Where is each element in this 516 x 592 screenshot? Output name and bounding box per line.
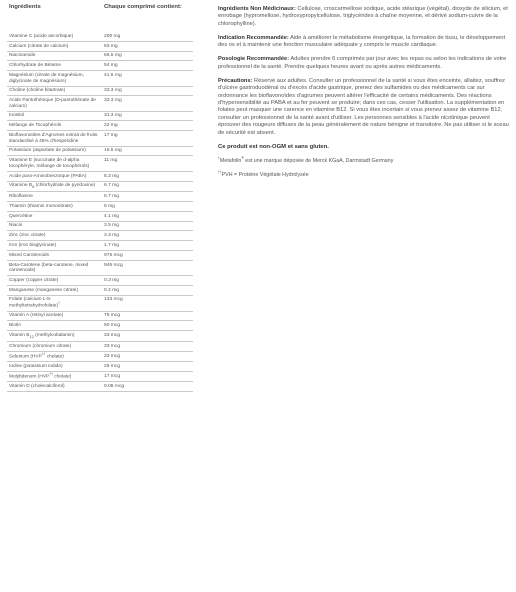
ingredient-label: Potassium (aspartate de potassium): [9, 148, 86, 154]
ingredient-name: [7, 156, 102, 171]
ingredient-amount: 66.5 mg: [102, 51, 193, 61]
posology-paragraph: [218, 56, 510, 71]
ingredient-name: [7, 250, 102, 260]
ingredient-label: Chromium (chromium citrate): [9, 343, 72, 349]
ingredient-label: Iron (iron bisglycinate): [9, 242, 57, 248]
ingredient-header: Ingrédients: [9, 4, 41, 10]
footnote-dagger: †: [218, 156, 220, 161]
ingredient-label: Mélange de Tocophérols: [9, 123, 62, 129]
ingredient-label: Zinc (zinc citrate): [9, 233, 46, 239]
ingredient-label: Acide Pantothénique (D-pantothénate de calcium): [9, 98, 96, 109]
ingredient-name: [7, 111, 102, 121]
ingredient-name: [7, 41, 102, 51]
ingredient-name: [7, 371, 102, 381]
ingredient-label: Inositol: [9, 113, 25, 119]
table-row: [7, 71, 193, 86]
table-header-row: [7, 4, 193, 32]
ingredient-amount: 16.5 mg: [102, 146, 193, 156]
ingredient-amount: 50 mcg: [102, 321, 193, 331]
ingredient-label: Vitamine B: [9, 183, 33, 189]
table-row: [7, 231, 193, 241]
ingredient-name: [7, 311, 102, 321]
ingredient-name: [7, 71, 102, 86]
table-row: [7, 295, 193, 311]
ingredient-italic: para: [22, 173, 32, 179]
table-row: [7, 41, 193, 51]
ingredient-label: Thiamin (thiamin mononitrate): [9, 203, 73, 209]
table-row: [7, 211, 193, 221]
ingredient-label: Mixed Carotenoids: [9, 252, 49, 258]
table-row: [7, 341, 193, 351]
table-row: [7, 86, 193, 96]
table-row: [7, 156, 193, 171]
footnote-mark: ††: [41, 351, 46, 356]
ingredient-label-rest: chelate): [52, 374, 72, 380]
table-row: [7, 311, 193, 321]
ingredient-label-rest: (chlorhydrate de pyridoxine): [34, 183, 96, 189]
ingredient-amount: 22 mg: [102, 121, 193, 131]
ingredient-label: Riboflavine: [9, 194, 33, 200]
ingredient-amount: 946 mcg: [102, 260, 193, 275]
ingredient-label: Niacinamide: [9, 53, 36, 59]
footnote-mark: †: [58, 301, 60, 306]
ingredient-name: [7, 61, 102, 71]
table-row: [7, 331, 193, 342]
ingredient-label-rest: chelate): [45, 354, 64, 360]
ingredient-name: [7, 241, 102, 251]
ingredient-name: [7, 276, 102, 286]
table-row: [7, 241, 193, 251]
ingredient-label: Beta-Carotene (beta-carotene, mixed carotenoids): [9, 262, 89, 274]
table-row: [7, 321, 193, 331]
posology-text: Adultes prendre 6 comprimés par jour avec les repas ou selon les indications de votre professionnel de la santé. Prendre quelques heures avant ou après autres médicaments.: [218, 56, 507, 70]
ingredient-label: Vitamin D (cholecalciferol): [9, 384, 65, 390]
ingredient-name: [7, 221, 102, 231]
ingredient-name: [7, 341, 102, 351]
ingredient-amount: 6.7 mg: [102, 181, 193, 192]
table-row: [7, 351, 193, 361]
ingredient-amount: 54 mg: [102, 61, 193, 71]
ingredient-name: [7, 171, 102, 181]
ingredient-name: [7, 362, 102, 372]
ingredient-name: [7, 331, 102, 342]
ingredient-label: Calcium (citrate de calcium): [9, 43, 69, 49]
table-row: [7, 51, 193, 61]
ingredient-amount: 5.7 mg: [102, 192, 193, 202]
footnote-mark: ††: [49, 371, 53, 376]
table-row: [7, 171, 193, 181]
footnote-metafolin-text: est une marque déposée de Merck KGaA, Darmstadt Germany: [243, 158, 394, 165]
ingredient-amount: 4.1 mg: [102, 211, 193, 221]
table-row: [7, 285, 193, 295]
ingredient-amount: 0.08 mcg: [102, 382, 193, 392]
ingredients-body: [7, 32, 193, 392]
ingredient-amount: 41.6 mg: [102, 71, 193, 86]
table-row: [7, 121, 193, 131]
table-row: [7, 61, 193, 71]
table-row: [7, 276, 193, 286]
table-row: [7, 221, 193, 231]
gluten-statement: Ce produit est non-OGM et sans gluten.: [218, 144, 329, 151]
footnote-metafolin: [218, 158, 510, 165]
table-row: [7, 181, 193, 192]
table-row: [7, 382, 193, 392]
ingredient-amount: 75 mcg: [102, 311, 193, 321]
non-medicinal-paragraph: [218, 6, 510, 28]
ingredient-amount: 5 mg: [102, 202, 193, 212]
table-row: [7, 192, 193, 202]
ingredient-label: Vitamin A (retinyl acetate): [9, 313, 64, 319]
ingredient-name: [7, 260, 102, 275]
non-medicinal-text: Cellulose, croscarmellose sodique, acide stéarique (végétal), dioxyde de silicium, et enrobage (hypromellose, hydroxypropylcellulose, triglycérides à chaîne moyenne, et dérivé sodium-cuivre de la chlorophylline).: [218, 6, 508, 27]
ingredient-name: [7, 295, 102, 311]
ingredient-label: Choline (choline bitartrate): [9, 88, 66, 94]
ingredient-label: Acide: [9, 173, 23, 179]
indication-label: Indication Recommandée:: [218, 34, 289, 41]
ingredient-amount: 200 mg: [102, 32, 193, 41]
indication-paragraph: [218, 35, 510, 50]
ingredient-name: [7, 96, 102, 111]
ingredient-subscript: 12: [29, 333, 34, 339]
ingredient-name: [7, 86, 102, 96]
ingredients-table-section: [7, 4, 193, 392]
ingredient-amount: 1.7 mg: [102, 241, 193, 251]
table-row: [7, 260, 193, 275]
ingredient-label: Quercétine: [9, 213, 33, 219]
ingredient-label: Vitamin B: [9, 333, 30, 338]
table-row: [7, 111, 193, 121]
ingredient-amount: 133 mcg: [102, 295, 193, 311]
footnote-metafolin-name: Metafolin: [219, 158, 242, 165]
ingredient-label: Iodine (potassium iodide): [9, 363, 63, 369]
ingredient-name: [7, 181, 102, 192]
ingredient-name: [7, 231, 102, 241]
posology-label: Posologie Recommandée:: [218, 56, 290, 63]
ingredient-name: [7, 51, 102, 61]
table-row: [7, 362, 193, 372]
ingredient-amount: 8.3 mg: [102, 171, 193, 181]
ingredient-name: [7, 382, 102, 392]
precautions-label: Précautions:: [218, 77, 253, 84]
table-row: [7, 202, 193, 212]
table-row: [7, 371, 193, 381]
ingredient-name: [7, 285, 102, 295]
ingredient-amount: 83 mg: [102, 41, 193, 51]
ingredient-label: Biotin: [9, 323, 21, 329]
registered-mark: ®: [241, 156, 244, 161]
ingredient-amount: 33 mcg: [102, 341, 193, 351]
ingredient-name: [7, 321, 102, 331]
footnote-double-dagger: ††: [218, 170, 222, 175]
ingredient-name: [7, 131, 102, 146]
ingredient-amount: 33 mcg: [102, 331, 193, 342]
ingredient-amount: 33.3 mg: [102, 86, 193, 96]
ingredient-name: [7, 121, 102, 131]
ingredient-name: [7, 202, 102, 212]
precautions-paragraph: [218, 78, 510, 138]
ingredient-amount: 33 mcg: [102, 351, 193, 361]
ingredient-label: Molybdenum (HVP: [9, 374, 50, 380]
ingredient-amount: 17 mcg: [102, 371, 193, 381]
ingredient-amount: 0.3 mg: [102, 276, 193, 286]
ingredient-name: [7, 146, 102, 156]
ingredient-label: Niacin: [9, 223, 23, 229]
ingredient-amount: 3.5 mg: [102, 221, 193, 231]
product-info: [218, 6, 510, 186]
indication-text: Aide à améliorer le métabolisme énergétique, la formation de tissu, le développement des os et à maintenir une fonction musculaire adéquate y compris le muscle cardiaque.: [218, 34, 506, 49]
ingredient-label-rest: -Aminobenzoïque (PABA): [31, 173, 87, 179]
ingredient-name: [7, 192, 102, 202]
ingredient-amount: 11 mg: [102, 156, 193, 171]
ingredient-amount: 975 mcg: [102, 250, 193, 260]
precautions-text: Réservé aux adultes. Consulter un professionnel de la santé si vous êtes enceinte, allaitez, souffrez d'ulcère gastroduodénal ou d'excès d'acide gastrique, prenez des sulfamides ou des médicaments car sur ordonnance les bioflavonoïdes d'agrumes peuvent altérer l'efficacité de certains médicaments. Des réactions d'hypersensibilité au PABA et au fer peuvent se produire; dans ces cas, cesser l'utilisation. La supplémentation en folates peut masquer une carence en vitamine B12. Si vous êtes incertain si vous prenez assez de vitamine B12, consulter un professionnel de la santé avant d'utiliser. Les personnes sensibles à l'acide nicotinique peuvent éprouver des rougeurs diffuses de la peau généralement de nature bénigne et transitoire. Ne pas utiliser si le sceau de sécurité est absent.: [218, 77, 509, 136]
ingredient-label: Vitamine C (acide ascorbique): [9, 33, 74, 39]
ingredient-label: Copper (copper citrate): [9, 277, 59, 283]
non-medicinal-label: Ingrédients Non Médicinaux:: [218, 6, 296, 12]
ingredient-label: Chlorhydrate de Bétaïne: [9, 63, 61, 69]
ingredient-name: [7, 32, 102, 41]
ingredient-label: Selenium (HVP: [9, 354, 42, 360]
amount-header: Chaque comprimé contient:: [104, 4, 182, 10]
ingredients-table: [7, 4, 193, 392]
ingredient-amount: 31.3 mg: [102, 111, 193, 121]
ingredient-label: Magnésium (citrate de magnésium, diglycinate de magnésium): [9, 72, 84, 84]
table-row: [7, 250, 193, 260]
ingredient-amount: 25 mcg: [102, 362, 193, 372]
ingredient-name: [7, 351, 102, 361]
footnote-hvp-text: PVH = Protéine Végétale Hydrolysée: [221, 172, 309, 179]
ingredient-amount: 33.3 mg: [102, 96, 193, 111]
ingredient-amount: 3.3 mg: [102, 231, 193, 241]
ingredient-label: Bioflavonoïdes d'Agrumes extrait de fruits standardisé à 45% d'hespéridine: [9, 133, 98, 144]
ingredient-label-rest: (methylcobalamin): [33, 333, 75, 338]
footnote-hvp: [218, 172, 510, 179]
ingredient-label: Folate (calcium L-5-methyltetrahydrofolate): [9, 297, 59, 309]
table-row: [7, 96, 193, 111]
ingredient-amount: 17 mg: [102, 131, 193, 146]
table-row: [7, 32, 193, 41]
ingredient-name: [7, 211, 102, 221]
table-row: [7, 131, 193, 146]
ingredient-amount: 0.2 mg: [102, 285, 193, 295]
ingredient-subscript: 6: [32, 184, 35, 190]
ingredient-label: Manganese (manganese citrate): [9, 287, 79, 293]
table-row: [7, 146, 193, 156]
ingredient-label: Vitamine E (succinate de d-alpha tocophéryle, mélange de tocophérols): [9, 158, 90, 169]
